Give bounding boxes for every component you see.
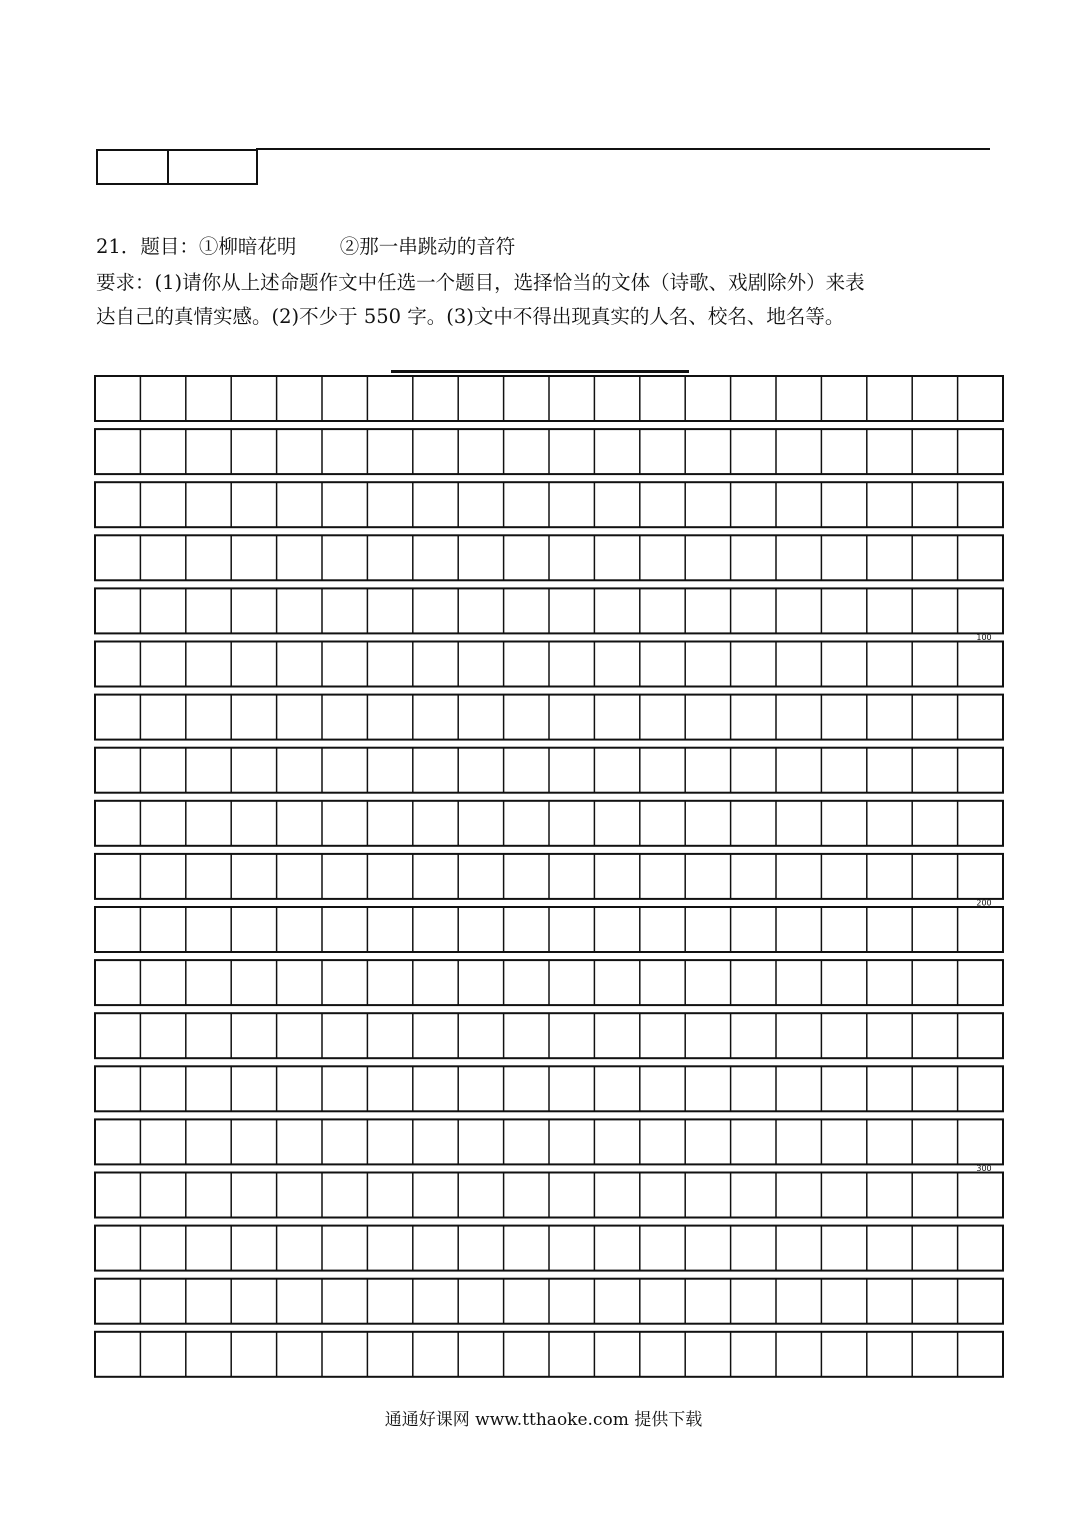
- grid-row: [95, 1013, 1003, 1058]
- grid-row: [95, 642, 1003, 687]
- grid-row: [95, 854, 1003, 899]
- grid-row: [95, 1226, 1003, 1271]
- requirement-line-1: 要求：(1)请你从上述命题作文中任选一个题目，选择恰当的文体（诗歌、戏剧除外）来表: [96, 271, 865, 294]
- grid-row: [95, 1066, 1003, 1111]
- question-title-line: 21．题目：①柳暗花明 ②那一串跳动的音符: [96, 235, 516, 258]
- word-count-mark: 100: [976, 632, 992, 642]
- grid-row: [95, 695, 1003, 740]
- footer-text: 通通好课网 www.tthaoke.com 提供下载: [384, 1410, 703, 1430]
- grid-row: [95, 1332, 1003, 1377]
- grid-row: [95, 1173, 1003, 1218]
- grid-row: [95, 376, 1003, 421]
- requirement-line-2: 达自己的真情实感。(2)不少于 550 字。(3)文中不得出现真实的人名、校名、地名等。: [96, 305, 845, 328]
- grid-row: [95, 960, 1003, 1005]
- grid-row: [95, 801, 1003, 846]
- grid-row: [95, 1279, 1003, 1324]
- word-count-mark: 300: [976, 1163, 992, 1173]
- grid-row: [95, 907, 1003, 952]
- grid-row: [95, 429, 1003, 474]
- word-count-mark: 200: [976, 898, 992, 908]
- grid-row: [95, 588, 1003, 633]
- grid-row: [95, 748, 1003, 793]
- grid-row: [95, 482, 1003, 527]
- grid-row: [95, 535, 1003, 580]
- grid-row: [95, 1119, 1003, 1164]
